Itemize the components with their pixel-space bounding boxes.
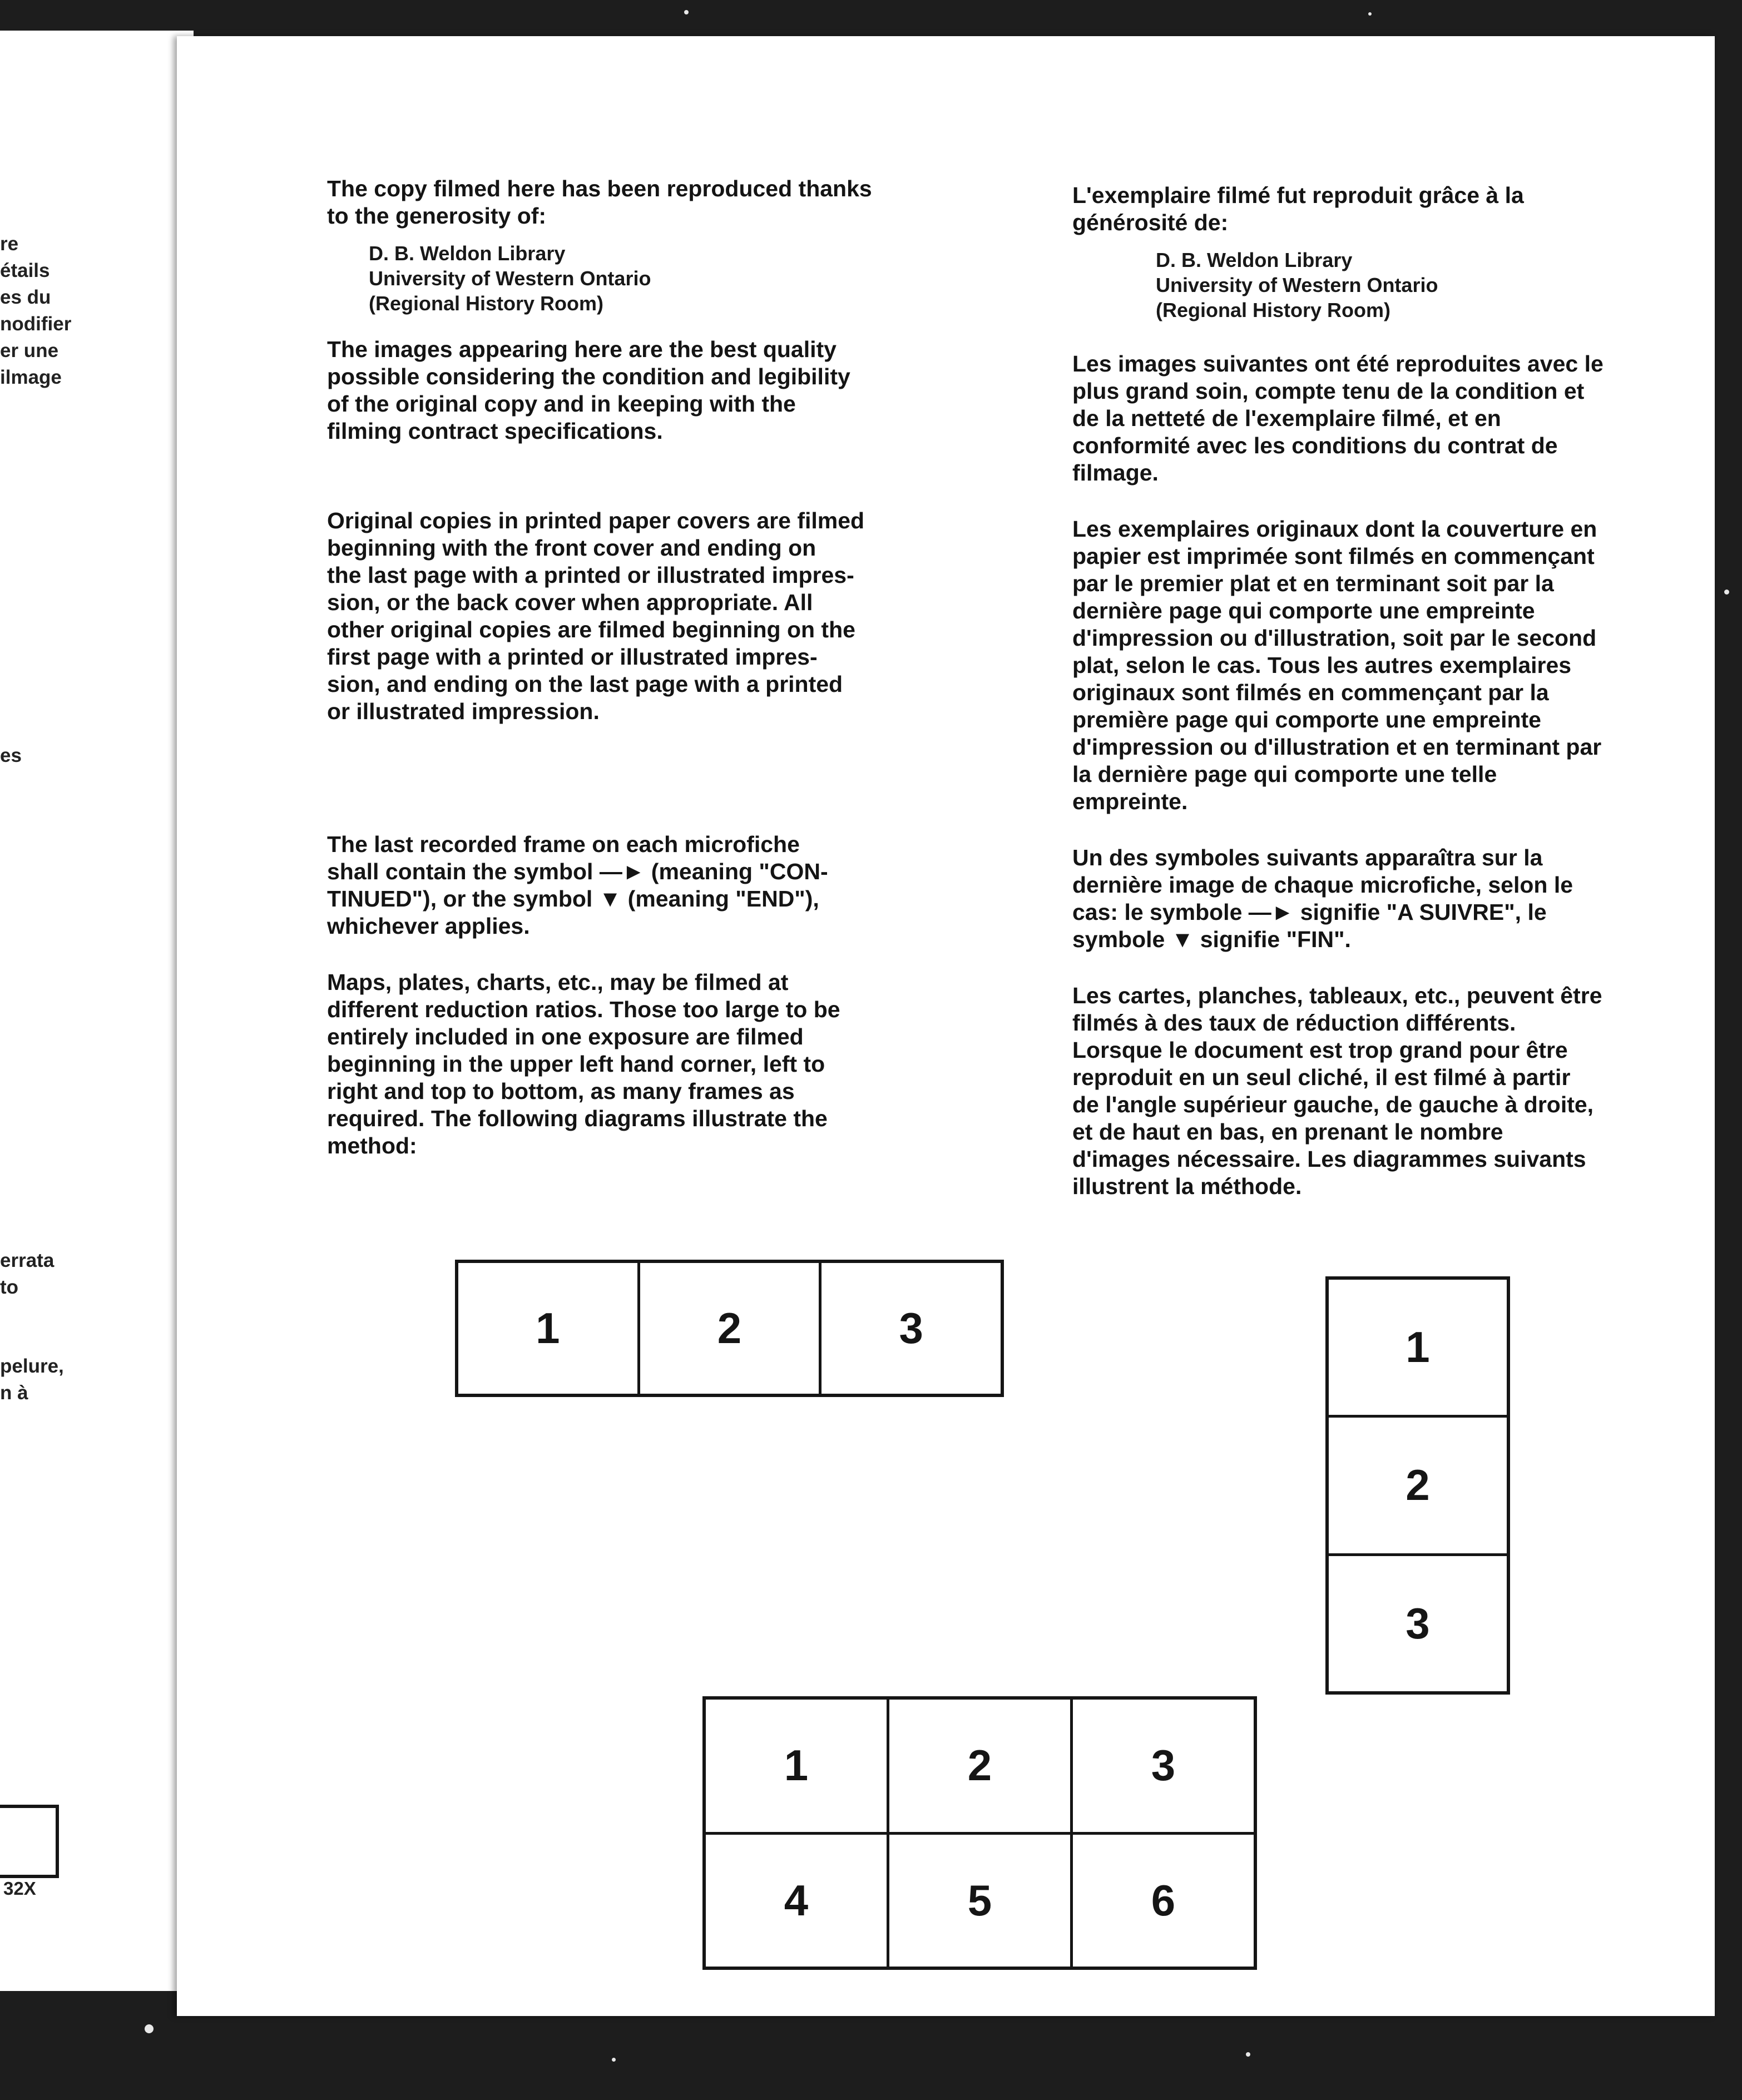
- reduction-target-box: [0, 1805, 59, 1878]
- english-symbols: The last recorded frame on each microfiche shall contain the symbol —► (meaning "CON- TINUED"), or the symbol ▼ (meaning "END"), whichever applies.: [327, 831, 828, 939]
- french-image-quality: Les images suivantes ont été reproduites avec le plus grand soin, compte tenu de la condition et de la netteté de l'exemplaire filmé, et en conformité avec les conditions du contrat de filmage.: [1072, 351, 1604, 486]
- page-fragment: n à: [0, 1382, 28, 1404]
- film-speck: [612, 2058, 616, 2062]
- frame-cell: 1: [706, 1700, 887, 1832]
- frame-cell: 4: [706, 1835, 887, 1967]
- film-speck: [1368, 12, 1372, 16]
- english-acknowledgement: The copy filmed here has been reproduced thanks to the generosity of:: [327, 176, 872, 229]
- frame-cell: 3: [821, 1263, 1001, 1394]
- french-column: [1072, 182, 1712, 1200]
- page-fragment: to: [0, 1276, 19, 1298]
- page-fragment: re: [0, 233, 19, 255]
- horizontal-frames-diagram: [455, 1260, 1004, 1397]
- page-fragment: ilmage: [0, 366, 62, 388]
- reduction-label: 32X: [3, 1878, 36, 1899]
- film-speck: [684, 10, 689, 14]
- french-filming-order: Les exemplaires originaux dont la couverture en papier est imprimée sont filmés en commençant par le premier plat et en terminant soit par la dernière page qui comporte une empreinte d'impression ou d'illustration, soit par le second plat, selon le cas. Tous les autres exemplaires originaux sont filmés en commençant par la première page qui comporte une empreinte d'impression ou d'illustration et en terminant par la dernière page qui comporte une telle empreinte.: [1072, 516, 1602, 814]
- french-symbols: Un des symboles suivants apparaîtra sur la dernière image de chaque microfiche, selon le cas: le symbole —► signifie "A SUIVRE", le symbole ▼ signifie "FIN".: [1072, 845, 1573, 952]
- english-column: [327, 175, 967, 1160]
- page-fragment: nodifier: [0, 313, 72, 335]
- page-fragment: pelure,: [0, 1355, 64, 1377]
- previous-page-edge: [0, 31, 194, 1991]
- frame-cell: 2: [889, 1700, 1070, 1832]
- frame-cell: 3: [1073, 1700, 1254, 1832]
- page-fragment: es: [0, 745, 22, 766]
- french-acknowledgement: L'exemplaire filmé fut reproduit grâce à la générosité de:: [1072, 182, 1524, 235]
- frame-cell: 1: [458, 1263, 637, 1394]
- french-library-address: D. B. Weldon Library University of Western Ontario (Regional History Room): [1156, 249, 1438, 321]
- film-speck: [1724, 590, 1729, 595]
- frame-cell: 6: [1073, 1835, 1254, 1967]
- film-speck: [145, 2024, 154, 2033]
- page-fragment: étails: [0, 260, 50, 281]
- frame-cell: 1: [1329, 1280, 1507, 1415]
- english-image-quality: The images appearing here are the best quality possible considering the condition and legibility of the original copy and in keeping with the filming contract specifications.: [327, 336, 850, 444]
- frame-cell: 2: [1329, 1418, 1507, 1553]
- page-fragment: er une: [0, 340, 59, 361]
- vertical-frames-diagram: [1325, 1276, 1510, 1695]
- english-filming-order: Original copies in printed paper covers are filmed beginning with the front cover and ending on the last page with a printed or illustrated impres- sion, or the back cover when appropriate. All other original copies are filmed beginning on the first page with a printed or illustrated impres- sion, and ending on the last page with a printed or illustrated impression.: [327, 508, 865, 724]
- page-fragment: es du: [0, 286, 51, 308]
- microfiche-notice-page: [177, 36, 1715, 2016]
- english-maps-method: Maps, plates, charts, etc., may be filmed at different reduction ratios. Those too large to be entirely included in one exposure are filmed beginning in the upper left hand corner, left to right and top to bottom, as many frames as required. The following diagrams illustrate the method:: [327, 969, 840, 1158]
- frame-cell: 5: [889, 1835, 1070, 1967]
- english-library-address: D. B. Weldon Library University of Western Ontario (Regional History Room): [369, 242, 651, 315]
- page-fragment: errata: [0, 1250, 55, 1271]
- grid-frames-diagram: [702, 1696, 1257, 1970]
- frame-cell: 3: [1329, 1556, 1507, 1691]
- film-speck: [1246, 2052, 1250, 2057]
- frame-cell: 2: [640, 1263, 819, 1394]
- french-maps-method: Les cartes, planches, tableaux, etc., peuvent être filmés à des taux de réduction différents. Lorsque le document est trop grand pour être reproduit en un seul cliché, il est filmé à partir de l'angle supérieur gauche, de gauche à droite, et de haut en bas, en prenant le nombre d'images nécessaire. Les diagrammes suivants illustrent la méthode.: [1072, 983, 1602, 1199]
